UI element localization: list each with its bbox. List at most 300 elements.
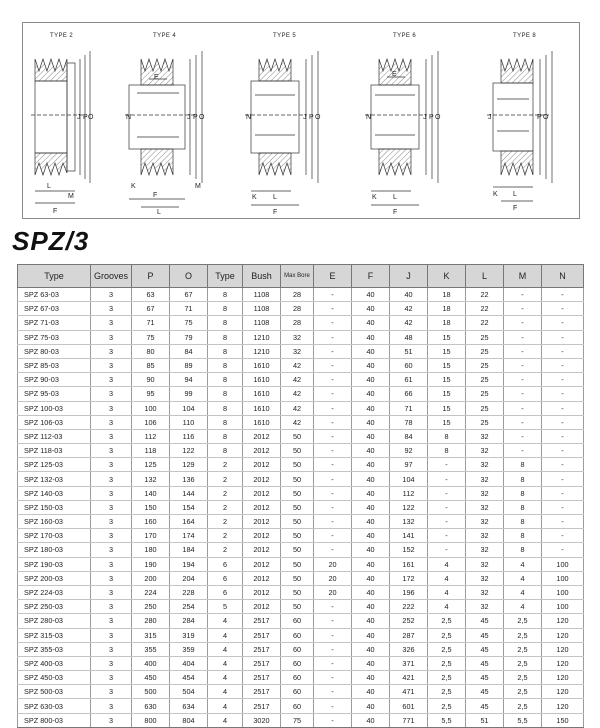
- cell-bush: 2517: [243, 642, 281, 656]
- cell-l: 25: [466, 344, 504, 358]
- pulley-type-4-drawing: [125, 51, 202, 207]
- cell-p: 400: [132, 656, 170, 670]
- cell-f: 40: [352, 330, 390, 344]
- cell-bush: 2517: [243, 685, 281, 699]
- cell-j: 326: [390, 642, 428, 656]
- cell-n: -: [542, 415, 584, 429]
- cell-l: 25: [466, 373, 504, 387]
- type-6-label: TYPE 6: [393, 33, 417, 39]
- cell-f: 40: [352, 387, 390, 401]
- cell-m: 4: [504, 585, 542, 599]
- type-2-label: TYPE 2: [50, 33, 74, 39]
- cell-k: -: [428, 529, 466, 543]
- cell-n: -: [542, 288, 584, 302]
- cell-bush: 2012: [243, 472, 281, 486]
- cell-bush: 1108: [243, 302, 281, 316]
- cell-bush: 1210: [243, 344, 281, 358]
- dim-m-label-type4: M: [195, 183, 201, 190]
- cell-type: SPZ 125-03: [18, 458, 91, 472]
- table-row: [18, 642, 584, 656]
- cell-type: SPZ 67-03: [18, 302, 91, 316]
- cell-j: 122: [390, 500, 428, 514]
- cell-p: 140: [132, 486, 170, 500]
- cell-grooves: 3: [91, 585, 132, 599]
- cell-p: 85: [132, 358, 170, 372]
- cell-p: 170: [132, 529, 170, 543]
- cell-l: 32: [466, 571, 504, 585]
- cell-l: 45: [466, 685, 504, 699]
- cell-e: -: [314, 358, 352, 372]
- cell-e: -: [314, 486, 352, 500]
- cell-f: 40: [352, 571, 390, 585]
- cell-o: 284: [170, 614, 208, 628]
- cell-o: 129: [170, 458, 208, 472]
- table-row: [18, 685, 584, 699]
- dim-p-label-type2: P: [83, 114, 88, 121]
- col-header-m: M: [504, 265, 542, 288]
- dim-l-label-type5: L: [273, 194, 277, 201]
- table-row: [18, 585, 584, 599]
- cell-j: 61: [390, 373, 428, 387]
- cell-n: -: [542, 458, 584, 472]
- cell-grooves: 3: [91, 529, 132, 543]
- cell-n: -: [542, 444, 584, 458]
- cell-f: 40: [352, 302, 390, 316]
- cell-l: 22: [466, 316, 504, 330]
- col-header-j: J: [390, 265, 428, 288]
- cell-bush-type: 4: [208, 685, 243, 699]
- cell-bush: 1210: [243, 330, 281, 344]
- cell-e: -: [314, 288, 352, 302]
- cell-j: 84: [390, 429, 428, 443]
- cell-m: 8: [504, 515, 542, 529]
- cell-f: 40: [352, 515, 390, 529]
- dim-k-label-type6: K: [372, 194, 377, 201]
- cell-grooves: 3: [91, 699, 132, 713]
- cell-m: 8: [504, 500, 542, 514]
- cell-k: 4: [428, 600, 466, 614]
- cell-p: 315: [132, 628, 170, 642]
- dim-p-label-type5: P: [309, 114, 314, 121]
- cell-bush-type: 2: [208, 458, 243, 472]
- cell-p: 200: [132, 571, 170, 585]
- cell-max-bore: 50: [281, 529, 314, 543]
- cell-n: -: [542, 387, 584, 401]
- cell-type: SPZ 355-03: [18, 642, 91, 656]
- cell-type: SPZ 112-03: [18, 429, 91, 443]
- cell-k: -: [428, 486, 466, 500]
- cell-j: 222: [390, 600, 428, 614]
- table-row: [18, 614, 584, 628]
- cell-grooves: 3: [91, 486, 132, 500]
- cell-p: 106: [132, 415, 170, 429]
- table-row: [18, 656, 584, 670]
- cell-f: 40: [352, 486, 390, 500]
- cell-max-bore: 60: [281, 642, 314, 656]
- cell-type: SPZ 150-03: [18, 500, 91, 514]
- cell-n: 120: [542, 685, 584, 699]
- dim-j-label-type2: J: [77, 114, 81, 121]
- cell-grooves: 3: [91, 358, 132, 372]
- cell-max-bore: 60: [281, 671, 314, 685]
- cell-p: 95: [132, 387, 170, 401]
- cell-type: SPZ 75-03: [18, 330, 91, 344]
- table-row: [18, 543, 584, 557]
- cell-k: 15: [428, 401, 466, 415]
- cell-j: 252: [390, 614, 428, 628]
- table-row: [18, 344, 584, 358]
- cell-bush-type: 8: [208, 316, 243, 330]
- cell-m: 2,5: [504, 614, 542, 628]
- cell-type: SPZ 450-03: [18, 671, 91, 685]
- cell-m: -: [504, 330, 542, 344]
- cell-m: 8: [504, 529, 542, 543]
- cell-l: 32: [466, 444, 504, 458]
- cell-l: 32: [466, 472, 504, 486]
- cell-bush-type: 4: [208, 642, 243, 656]
- cell-k: 2,5: [428, 642, 466, 656]
- cell-o: 804: [170, 713, 208, 727]
- cell-e: -: [314, 415, 352, 429]
- col-header-f: F: [352, 265, 390, 288]
- cell-p: 450: [132, 671, 170, 685]
- dim-m-label-type2: M: [68, 193, 74, 200]
- cell-f: 40: [352, 685, 390, 699]
- cell-f: 40: [352, 614, 390, 628]
- cell-e: -: [314, 671, 352, 685]
- cell-p: 112: [132, 429, 170, 443]
- cell-p: 180: [132, 543, 170, 557]
- cell-l: 45: [466, 642, 504, 656]
- cell-bush-type: 4: [208, 614, 243, 628]
- dim-k-label-type5: K: [252, 194, 257, 201]
- cell-bush: 2517: [243, 699, 281, 713]
- cell-p: 63: [132, 288, 170, 302]
- cell-n: 120: [542, 699, 584, 713]
- dim-j-label-type5: J: [303, 114, 307, 121]
- dim-l-label-type4: L: [157, 209, 161, 216]
- cell-k: -: [428, 543, 466, 557]
- cell-o: 404: [170, 656, 208, 670]
- cell-j: 71: [390, 401, 428, 415]
- cell-j: 66: [390, 387, 428, 401]
- cell-k: -: [428, 515, 466, 529]
- cell-n: -: [542, 358, 584, 372]
- cell-type: SPZ 160-03: [18, 515, 91, 529]
- col-header-n: N: [542, 265, 584, 288]
- cell-n: -: [542, 515, 584, 529]
- cell-bush: 1610: [243, 415, 281, 429]
- cell-type: SPZ 100-03: [18, 401, 91, 415]
- cell-n: 100: [542, 557, 584, 571]
- cell-bush: 2517: [243, 628, 281, 642]
- cell-n: -: [542, 529, 584, 543]
- table-row: [18, 444, 584, 458]
- dim-l-label-type2: L: [47, 183, 51, 190]
- cell-grooves: 3: [91, 415, 132, 429]
- cell-e: -: [314, 429, 352, 443]
- cell-m: 8: [504, 543, 542, 557]
- cell-m: -: [504, 444, 542, 458]
- dim-k-label-type4: K: [131, 183, 136, 190]
- cell-max-bore: 50: [281, 543, 314, 557]
- cell-grooves: 3: [91, 387, 132, 401]
- cell-f: 40: [352, 373, 390, 387]
- table-row: [18, 699, 584, 713]
- table-row: [18, 429, 584, 443]
- cell-bush-type: 8: [208, 429, 243, 443]
- col-header-p: P: [132, 265, 170, 288]
- cell-bush: 1610: [243, 358, 281, 372]
- dim-f-label-type2: F: [53, 208, 58, 215]
- cell-max-bore: 42: [281, 387, 314, 401]
- cell-grooves: 3: [91, 713, 132, 727]
- cell-e: 20: [314, 571, 352, 585]
- table-row: [18, 373, 584, 387]
- cell-p: 80: [132, 344, 170, 358]
- cell-j: 132: [390, 515, 428, 529]
- cell-bush: 2012: [243, 515, 281, 529]
- cell-n: 120: [542, 656, 584, 670]
- cell-e: -: [314, 543, 352, 557]
- cell-k: 2,5: [428, 685, 466, 699]
- dim-n-label-type5: N: [246, 114, 252, 121]
- cell-m: 2,5: [504, 656, 542, 670]
- cell-j: 60: [390, 358, 428, 372]
- cell-k: -: [428, 500, 466, 514]
- table-row: [18, 500, 584, 514]
- cell-p: 125: [132, 458, 170, 472]
- cell-grooves: 3: [91, 557, 132, 571]
- dim-p-label-type4: P: [193, 114, 198, 121]
- cell-bush-type: 8: [208, 401, 243, 415]
- cell-l: 25: [466, 330, 504, 344]
- cell-e: -: [314, 614, 352, 628]
- cell-e: -: [314, 387, 352, 401]
- cell-max-bore: 60: [281, 656, 314, 670]
- type-5-label: TYPE 5: [273, 33, 297, 39]
- cell-n: 150: [542, 713, 584, 727]
- cell-type: SPZ 250-03: [18, 600, 91, 614]
- cell-p: 118: [132, 444, 170, 458]
- cell-m: 2,5: [504, 671, 542, 685]
- cell-grooves: 3: [91, 600, 132, 614]
- cell-max-bore: 60: [281, 628, 314, 642]
- pulley-type-2-drawing: [31, 51, 90, 203]
- cell-bush: 1610: [243, 387, 281, 401]
- cell-grooves: 3: [91, 642, 132, 656]
- cell-p: 280: [132, 614, 170, 628]
- cell-o: 204: [170, 571, 208, 585]
- cell-j: 104: [390, 472, 428, 486]
- cell-grooves: 3: [91, 316, 132, 330]
- cell-grooves: 3: [91, 671, 132, 685]
- cell-bush-type: 6: [208, 585, 243, 599]
- table-row: [18, 600, 584, 614]
- cell-f: 40: [352, 585, 390, 599]
- cell-type: SPZ 90-03: [18, 373, 91, 387]
- cell-j: 40: [390, 288, 428, 302]
- cell-max-bore: 28: [281, 302, 314, 316]
- cell-bush-type: 8: [208, 302, 243, 316]
- cell-o: 89: [170, 358, 208, 372]
- table-row: [18, 529, 584, 543]
- cell-n: 120: [542, 628, 584, 642]
- cell-bush-type: 6: [208, 571, 243, 585]
- cell-e: -: [314, 699, 352, 713]
- cell-n: -: [542, 401, 584, 415]
- cell-p: 630: [132, 699, 170, 713]
- cell-j: 42: [390, 302, 428, 316]
- cell-m: 5,5: [504, 713, 542, 727]
- cell-f: 40: [352, 358, 390, 372]
- cell-o: 454: [170, 671, 208, 685]
- cell-bush-type: 2: [208, 529, 243, 543]
- cell-n: -: [542, 429, 584, 443]
- cell-e: -: [314, 685, 352, 699]
- cell-type: SPZ 106-03: [18, 415, 91, 429]
- cell-bush: 2517: [243, 671, 281, 685]
- cell-bush: 1610: [243, 373, 281, 387]
- cell-f: 40: [352, 713, 390, 727]
- cell-n: -: [542, 472, 584, 486]
- col-header-k: K: [428, 265, 466, 288]
- cell-max-bore: 60: [281, 699, 314, 713]
- cell-o: 504: [170, 685, 208, 699]
- cell-m: 2,5: [504, 685, 542, 699]
- cell-bush-type: 2: [208, 486, 243, 500]
- col-header-max-bore: Max Bore: [281, 265, 314, 288]
- cell-max-bore: 32: [281, 344, 314, 358]
- cell-j: 152: [390, 543, 428, 557]
- cell-j: 287: [390, 628, 428, 642]
- cell-e: -: [314, 515, 352, 529]
- cell-max-bore: 42: [281, 401, 314, 415]
- table-row: [18, 472, 584, 486]
- cell-p: 190: [132, 557, 170, 571]
- cell-grooves: 3: [91, 444, 132, 458]
- cell-bush: 2012: [243, 571, 281, 585]
- table-row: [18, 458, 584, 472]
- cell-type: SPZ 170-03: [18, 529, 91, 543]
- dim-j-label-type6: J: [423, 114, 427, 121]
- diagram-panel: [22, 22, 580, 219]
- cell-grooves: 3: [91, 429, 132, 443]
- cell-f: 40: [352, 600, 390, 614]
- cell-e: -: [314, 713, 352, 727]
- cell-n: -: [542, 486, 584, 500]
- cell-max-bore: 50: [281, 429, 314, 443]
- cell-p: 250: [132, 600, 170, 614]
- cell-k: 15: [428, 387, 466, 401]
- cell-l: 22: [466, 302, 504, 316]
- cell-grooves: 3: [91, 458, 132, 472]
- table-row: [18, 302, 584, 316]
- cell-f: 40: [352, 656, 390, 670]
- dim-o-label-type6: O: [435, 114, 441, 121]
- cell-e: -: [314, 600, 352, 614]
- cell-j: 601: [390, 699, 428, 713]
- cell-p: 160: [132, 515, 170, 529]
- cell-o: 94: [170, 373, 208, 387]
- cell-p: 71: [132, 316, 170, 330]
- cell-bush-type: 4: [208, 713, 243, 727]
- table-row: [18, 330, 584, 344]
- cell-l: 45: [466, 614, 504, 628]
- cell-max-bore: 60: [281, 614, 314, 628]
- cell-f: 40: [352, 288, 390, 302]
- cell-bush-type: 2: [208, 543, 243, 557]
- cell-type: SPZ 500-03: [18, 685, 91, 699]
- cell-l: 45: [466, 671, 504, 685]
- cell-bush-type: 8: [208, 373, 243, 387]
- cell-l: 22: [466, 288, 504, 302]
- cell-type: SPZ 132-03: [18, 472, 91, 486]
- cell-o: 75: [170, 316, 208, 330]
- cell-grooves: 3: [91, 288, 132, 302]
- cell-l: 32: [466, 600, 504, 614]
- cell-n: -: [542, 500, 584, 514]
- cell-o: 228: [170, 585, 208, 599]
- cell-l: 25: [466, 401, 504, 415]
- cell-k: 5,5: [428, 713, 466, 727]
- cell-f: 40: [352, 415, 390, 429]
- dim-e-label-type6: E: [392, 71, 397, 78]
- cell-m: 8: [504, 486, 542, 500]
- cell-e: -: [314, 401, 352, 415]
- cell-o: 319: [170, 628, 208, 642]
- cell-e: 20: [314, 557, 352, 571]
- cell-f: 40: [352, 557, 390, 571]
- cell-e: -: [314, 642, 352, 656]
- cell-l: 45: [466, 656, 504, 670]
- cell-n: -: [542, 330, 584, 344]
- cell-grooves: 3: [91, 543, 132, 557]
- cell-f: 40: [352, 642, 390, 656]
- pulley-type-5-drawing: [245, 51, 318, 205]
- cell-m: -: [504, 344, 542, 358]
- cell-m: -: [504, 401, 542, 415]
- cell-grooves: 3: [91, 571, 132, 585]
- cell-p: 100: [132, 401, 170, 415]
- cell-l: 25: [466, 358, 504, 372]
- cell-f: 40: [352, 316, 390, 330]
- cell-o: 634: [170, 699, 208, 713]
- cell-m: -: [504, 387, 542, 401]
- cell-f: 40: [352, 699, 390, 713]
- cell-type: SPZ 400-03: [18, 656, 91, 670]
- cell-e: -: [314, 529, 352, 543]
- cell-bush-type: 2: [208, 472, 243, 486]
- table-row: [18, 358, 584, 372]
- cell-e: -: [314, 373, 352, 387]
- dim-o-label-type4: O: [199, 114, 205, 121]
- dim-j-label-type4: J: [187, 114, 191, 121]
- cell-max-bore: 42: [281, 415, 314, 429]
- cell-l: 32: [466, 486, 504, 500]
- dim-o-label-type2: O: [88, 114, 94, 121]
- cell-e: 20: [314, 585, 352, 599]
- dim-f-label-type8: F: [513, 205, 518, 212]
- cell-k: 8: [428, 429, 466, 443]
- cell-n: 100: [542, 600, 584, 614]
- cell-k: 18: [428, 288, 466, 302]
- cell-bush: 1108: [243, 316, 281, 330]
- cell-k: 2,5: [428, 628, 466, 642]
- cell-f: 40: [352, 458, 390, 472]
- cell-m: 4: [504, 571, 542, 585]
- cell-k: 15: [428, 330, 466, 344]
